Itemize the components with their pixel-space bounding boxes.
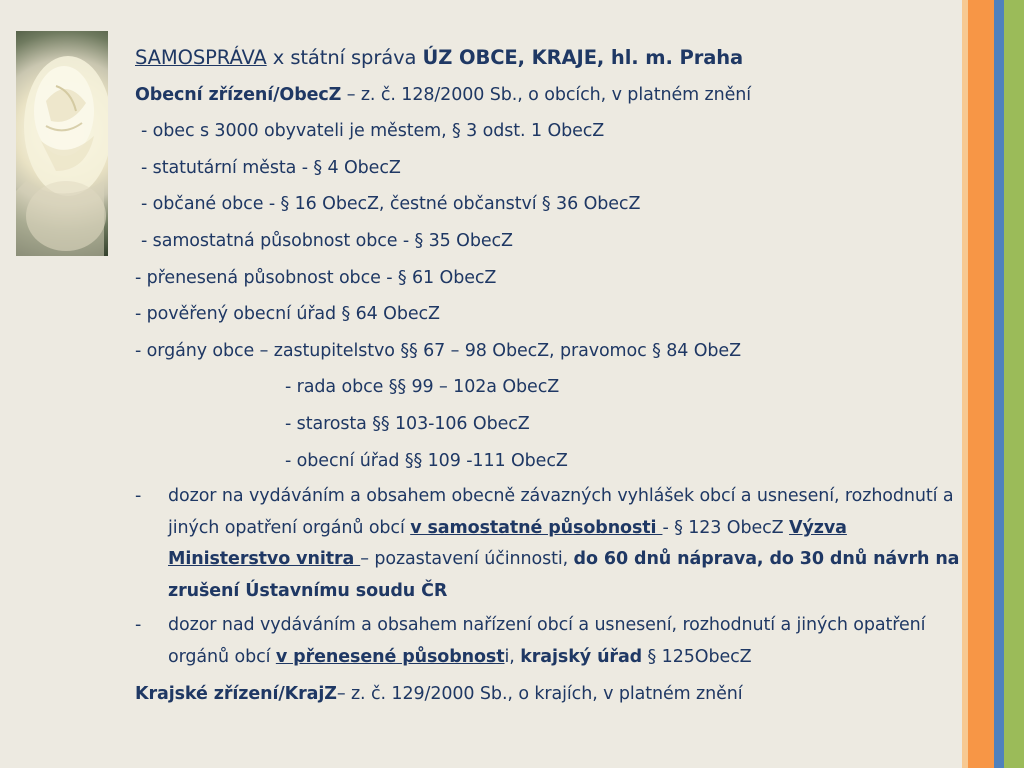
list-item: - orgány obce – zastupitelstvo §§ 67 – 98 ObecZ, pravomoc § 84 ObeZ	[135, 340, 741, 361]
text: § 125ObecZ	[642, 646, 752, 667]
list-item: - pověřený obecní úřad § 64 ObecZ	[135, 304, 440, 325]
list-item: - rada obce §§ 99 – 102a ObecZ	[285, 377, 560, 398]
stripe-blue	[994, 0, 1004, 768]
krajz-rest: – z. č. 129/2000 Sb., o krajích, v platném znění	[336, 684, 743, 705]
list-item: - občané obce - § 16 ObecZ, čestné občanství § 36 ObecZ	[141, 194, 641, 215]
slide-content	[135, 40, 960, 713]
list-item: - obecní úřad §§ 109 -111 ObecZ	[285, 450, 568, 471]
stripe-orange	[968, 0, 994, 768]
bullet-dash: -	[135, 486, 142, 507]
heading-samosprava: SAMOSPRÁVA	[135, 46, 267, 69]
bold-krajsky-urad: krajský úřad	[520, 646, 643, 667]
krajz-line	[135, 676, 960, 713]
list-item: - obec s 3000 obyvateli je městem, § 3 odst. 1 ObecZ	[141, 121, 605, 142]
text: – pozastavení účinnosti,	[360, 549, 574, 570]
text: - § 123 ObecZ	[662, 517, 790, 538]
obecz-name: Obecní zřízení/ObecZ	[135, 84, 342, 105]
link-prenesena: v přenesené působnost	[275, 646, 505, 667]
slide-heading	[135, 40, 960, 77]
obecz-line	[135, 77, 960, 114]
stripe-green	[1004, 0, 1024, 768]
link-samostatna: v samostatné působnosti	[410, 517, 663, 538]
list-item: - přenesená působnost obce - § 61 ObecZ	[135, 267, 497, 288]
list-item: - statutární města - § 4 ObecZ	[141, 157, 401, 178]
heading-vs: x státní správa	[266, 46, 423, 69]
list-item: - samostatná působnost obce - § 35 ObecZ	[141, 230, 513, 251]
white-rose-icon	[16, 31, 108, 256]
text: i,	[504, 646, 521, 667]
dozor-samostatna-paragraph	[135, 481, 960, 607]
krajz-name: Krajské zřízení/KrajZ	[135, 684, 337, 705]
link-vyzva: Výzva Ministerstvo vnitra	[168, 517, 847, 570]
decorative-stripes	[962, 0, 1024, 768]
text: dozor nad vydáváním a obsahem nařízení obcí a usnesení, rozhodnutí a jiných opatření orgánů obcí	[168, 615, 926, 667]
list-item: - starosta §§ 103-106 ObecZ	[285, 413, 530, 434]
white-rose-photo	[16, 31, 108, 256]
bullet-dash: -	[135, 615, 142, 636]
text: dozor na vydáváním a obsahem obecně závazných vyhlášek obcí a usnesení, rozhodnutí a jiných opatření orgánů obcí	[168, 486, 954, 538]
heading-uz: ÚZ OBCE, KRAJE, hl. m. Praha	[422, 46, 744, 69]
bold-deadlines: do 60 dnů náprava, do 30 dnů návrh na zrušení Ústavnímu soudu ČR	[168, 549, 960, 601]
obecz-rest: – z. č. 128/2000 Sb., o obcích, v platném znění	[341, 84, 752, 105]
dozor-prenesena-paragraph	[135, 610, 960, 673]
